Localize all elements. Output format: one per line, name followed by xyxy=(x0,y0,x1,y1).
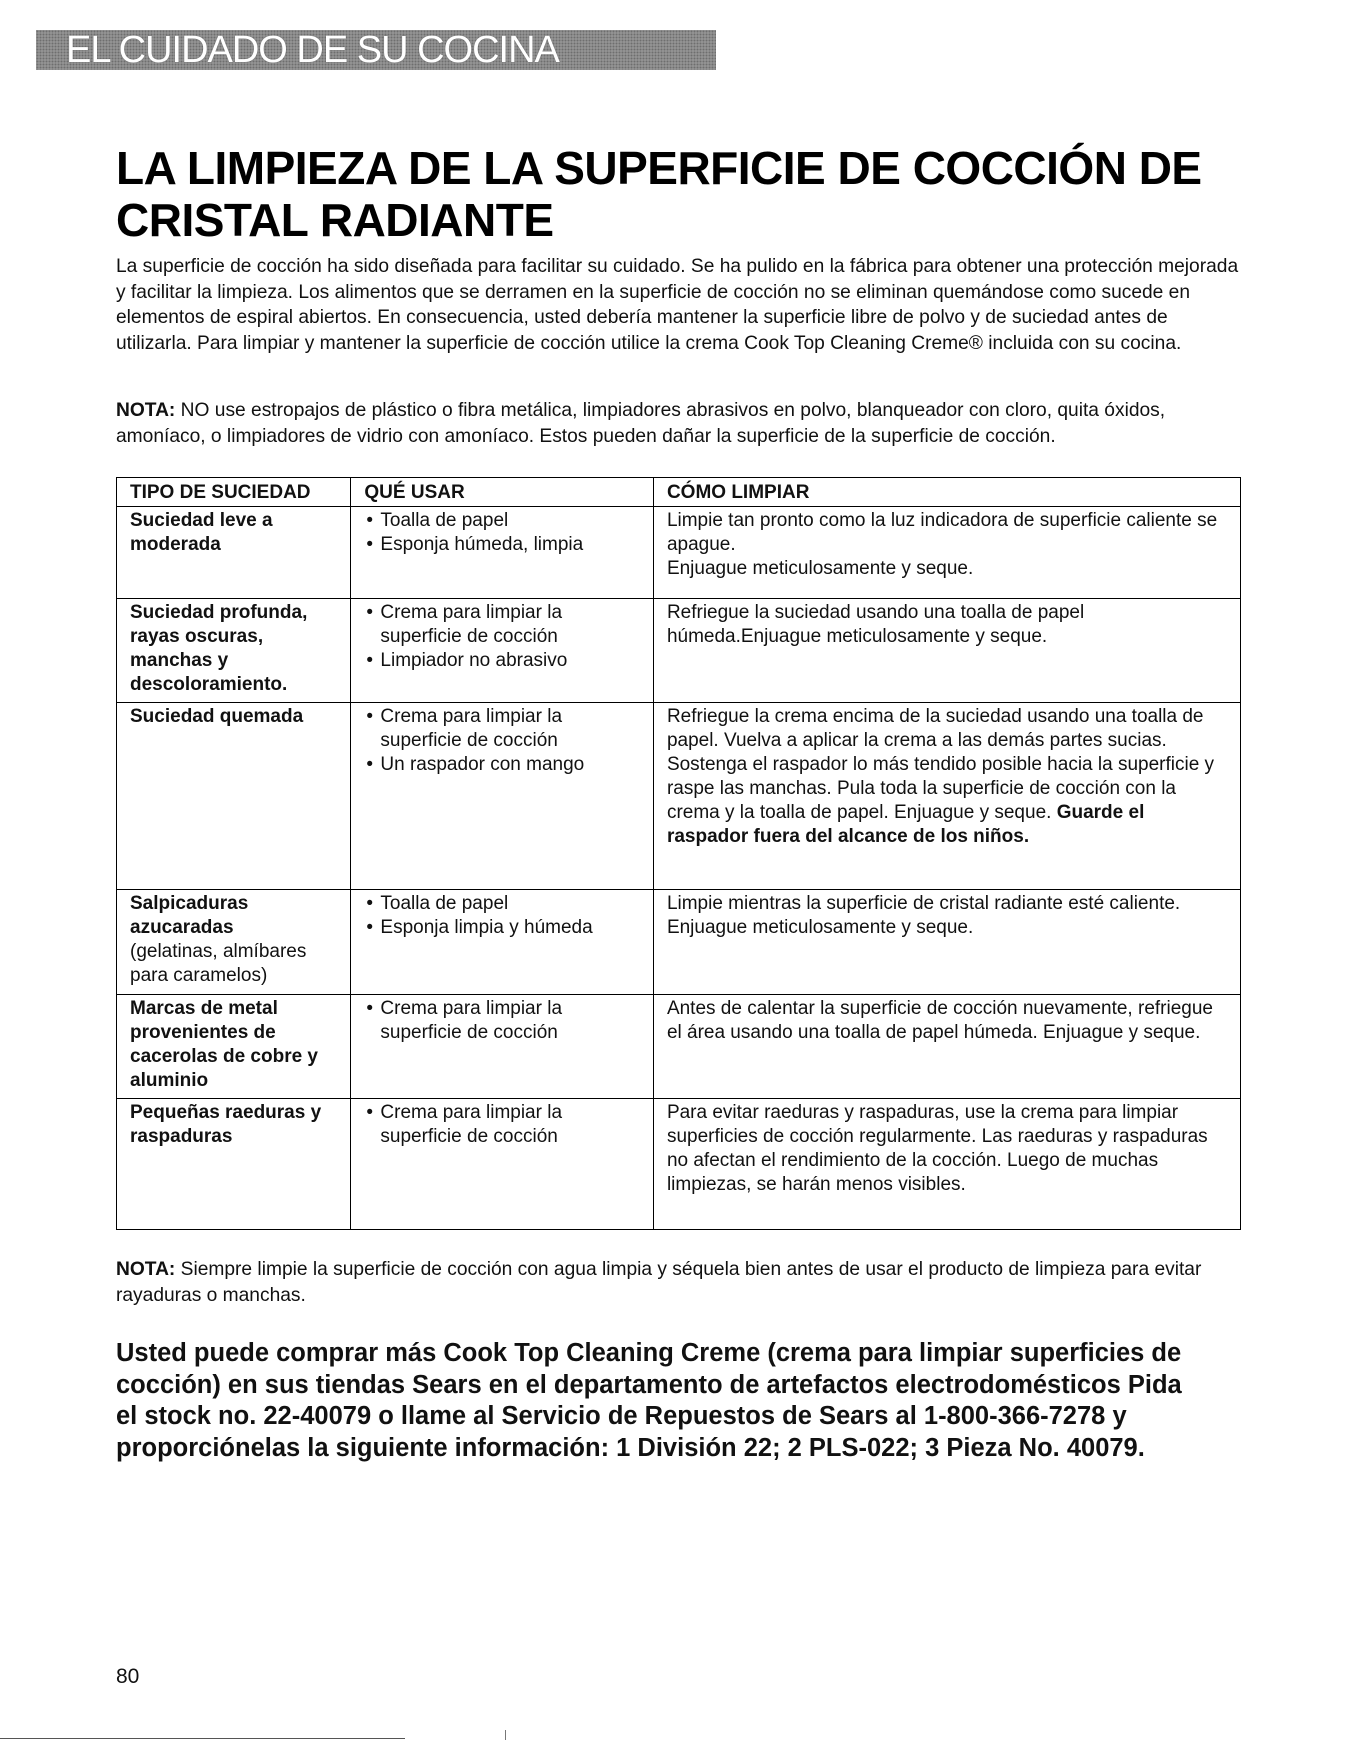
footer-rule xyxy=(0,1738,405,1739)
soil-cell xyxy=(117,599,351,703)
note-text: NO use estropajos de plástico o fibra metálica, limpiadores abrasivos en polvo, blanqueador con cloro, quita óxidos, amoníaco, o limpiadores de vidrio con amoníaco. Estos pueden dañar la superficie de la superficie de cocción. xyxy=(116,400,1166,447)
use-item: • Crema para limpiar la superficie de cocción xyxy=(364,1101,643,1149)
use-cell xyxy=(351,507,654,599)
use-item: • Crema para limpiar la superficie de cocción xyxy=(364,601,643,649)
use-item: • Esponja húmeda, limpia xyxy=(364,533,643,557)
how-text: Antes de calentar la superficie de cocción nuevamente, refriegue el área usando una toalla de papel húmeda. Enjuague y seque. xyxy=(666,998,1213,1043)
use-item: • Limpiador no abrasivo xyxy=(364,649,643,673)
section-banner-label: EL CUIDADO DE SU COCINA xyxy=(66,29,559,71)
how-cell xyxy=(653,890,1240,995)
use-cell xyxy=(351,703,654,890)
how-text: Enjuague meticulosamente y seque. xyxy=(666,558,974,579)
use-cell xyxy=(351,995,654,1099)
use-item: • Crema para limpiar la superficie de cocción xyxy=(364,997,643,1045)
footer-mark xyxy=(505,1730,506,1740)
soil-type: Suciedad profunda, rayas oscuras, manchas y descoloramiento. xyxy=(130,602,308,695)
cleaning-table xyxy=(116,477,1241,1230)
intro-paragraph: La superficie de cocción ha sido diseñada para facilitar su cuidado. Se ha pulido en la fábrica para obtener una protección mejorada y facilitar la limpieza. Los alimentos que se derramen en la superficie de cocción no se eliminan quemándose como sucede en elementos de espiral abiertos. En consecuencia, usted debería mantener la superficie libre de polvo y de suciedad antes de utilizarla. Para limpiar y mantener la superficie de cocción utilice la crema Cook Top Cleaning Creme® incluida con su cocina. xyxy=(116,256,1239,354)
page-title: LA LIMPIEZA DE LA SUPERFICIE DE COCCIÓN DE CRISTAL RADIANTE xyxy=(116,142,1202,246)
header-what-to-use: QUÉ USAR xyxy=(351,478,654,507)
table-header-row xyxy=(117,478,1241,507)
how-cell xyxy=(653,703,1240,890)
use-item: • Toalla de papel xyxy=(364,892,643,916)
use-cell xyxy=(351,1099,654,1230)
how-cell xyxy=(653,995,1240,1099)
use-cell xyxy=(351,890,654,995)
how-cell xyxy=(653,599,1240,703)
soil-type: Suciedad leve a moderada xyxy=(130,510,273,555)
soil-type: Marcas de metal provenientes de cacerolas de cobre y aluminio xyxy=(130,998,318,1091)
use-item: • Un raspador con mango xyxy=(364,753,643,777)
table-row xyxy=(117,599,1241,703)
how-cell xyxy=(653,507,1240,599)
soil-cell xyxy=(117,995,351,1099)
how-text: Limpie tan pronto como la luz indicadora de superficie caliente se apague. xyxy=(666,510,1218,555)
table-row xyxy=(117,890,1241,995)
soil-cell xyxy=(117,890,351,995)
how-text: Para evitar raeduras y raspaduras, use la crema para limpiar superficies de cocción regularmente. Las raeduras y raspaduras no afectan el rendimiento de la cocción. Luego de muchas limpiezas, se harán menos visibles. xyxy=(666,1102,1208,1195)
use-item: • Crema para limpiar la superficie de cocción xyxy=(364,705,643,753)
soil-cell xyxy=(117,703,351,890)
how-text-regular: Refriegue la crema encima de la suciedad usando una toalla de papel. Vuelva a aplicar la crema a las demás partes sucias. Sostenga el raspador lo más tendido posible hacia la superficie y raspe las manchas. Pula toda la superficie de cocción con la crema y la toalla de papel. Enjuague y seque. xyxy=(666,706,1215,823)
how-text-warning: Guarde el raspador fuera del alcance de los niños. xyxy=(666,802,1145,847)
header-soil-type: TIPO DE SUCIEDAD xyxy=(117,478,351,507)
note-warning xyxy=(116,398,1244,449)
how-cell xyxy=(653,1099,1240,1230)
table-row xyxy=(117,1099,1241,1230)
soil-type-detail: (gelatinas, almíbares para caramelos) xyxy=(130,941,307,986)
soil-type: Suciedad quemada xyxy=(130,706,304,727)
note-label: NOTA: xyxy=(116,1259,176,1280)
table-row xyxy=(117,507,1241,599)
soil-cell xyxy=(117,1099,351,1230)
how-text xyxy=(667,705,1230,849)
purchase-info: Usted puede comprar más Cook Top Cleaning Creme (crema para limpiar superficies de cocción) en sus tiendas Sears en el departamento de artefactos electrodomésticos Pida el stock no. 22-40079 o llame al Servicio de Repuestos de Sears al 1-800-366-7278 y proporciónelas la siguiente información: 1 División 22; 2 PLS-022; 3 Pieza No. 40079. xyxy=(116,1339,1182,1462)
use-item: • Esponja limpia y húmeda xyxy=(364,916,643,940)
how-text: Refriegue la suciedad usando una toalla de papel húmeda.Enjuague meticulosamente y seque. xyxy=(666,602,1085,647)
use-cell xyxy=(351,599,654,703)
header-how-to-clean: CÓMO LIMPIAR xyxy=(653,478,1240,507)
soil-type: Salpicaduras azucaradas xyxy=(130,893,249,938)
note-text: Siempre limpie la superficie de cocción con agua limpia y séquela bien antes de usar el producto de limpieza para evitar rayaduras o manchas. xyxy=(116,1259,1202,1306)
soil-type: Pequeñas raeduras y raspaduras xyxy=(130,1102,322,1147)
table-row xyxy=(117,995,1241,1099)
page-number: 80 xyxy=(116,1665,140,1688)
soil-cell xyxy=(117,507,351,599)
table-row xyxy=(117,703,1241,890)
how-text: Limpie mientras la superficie de cristal radiante esté caliente. Enjuague meticulosamente y seque. xyxy=(666,893,1181,938)
section-banner xyxy=(36,30,716,70)
note-rinse xyxy=(116,1257,1244,1308)
use-item: • Toalla de papel xyxy=(364,509,643,533)
note-label: NOTA: xyxy=(116,400,176,421)
